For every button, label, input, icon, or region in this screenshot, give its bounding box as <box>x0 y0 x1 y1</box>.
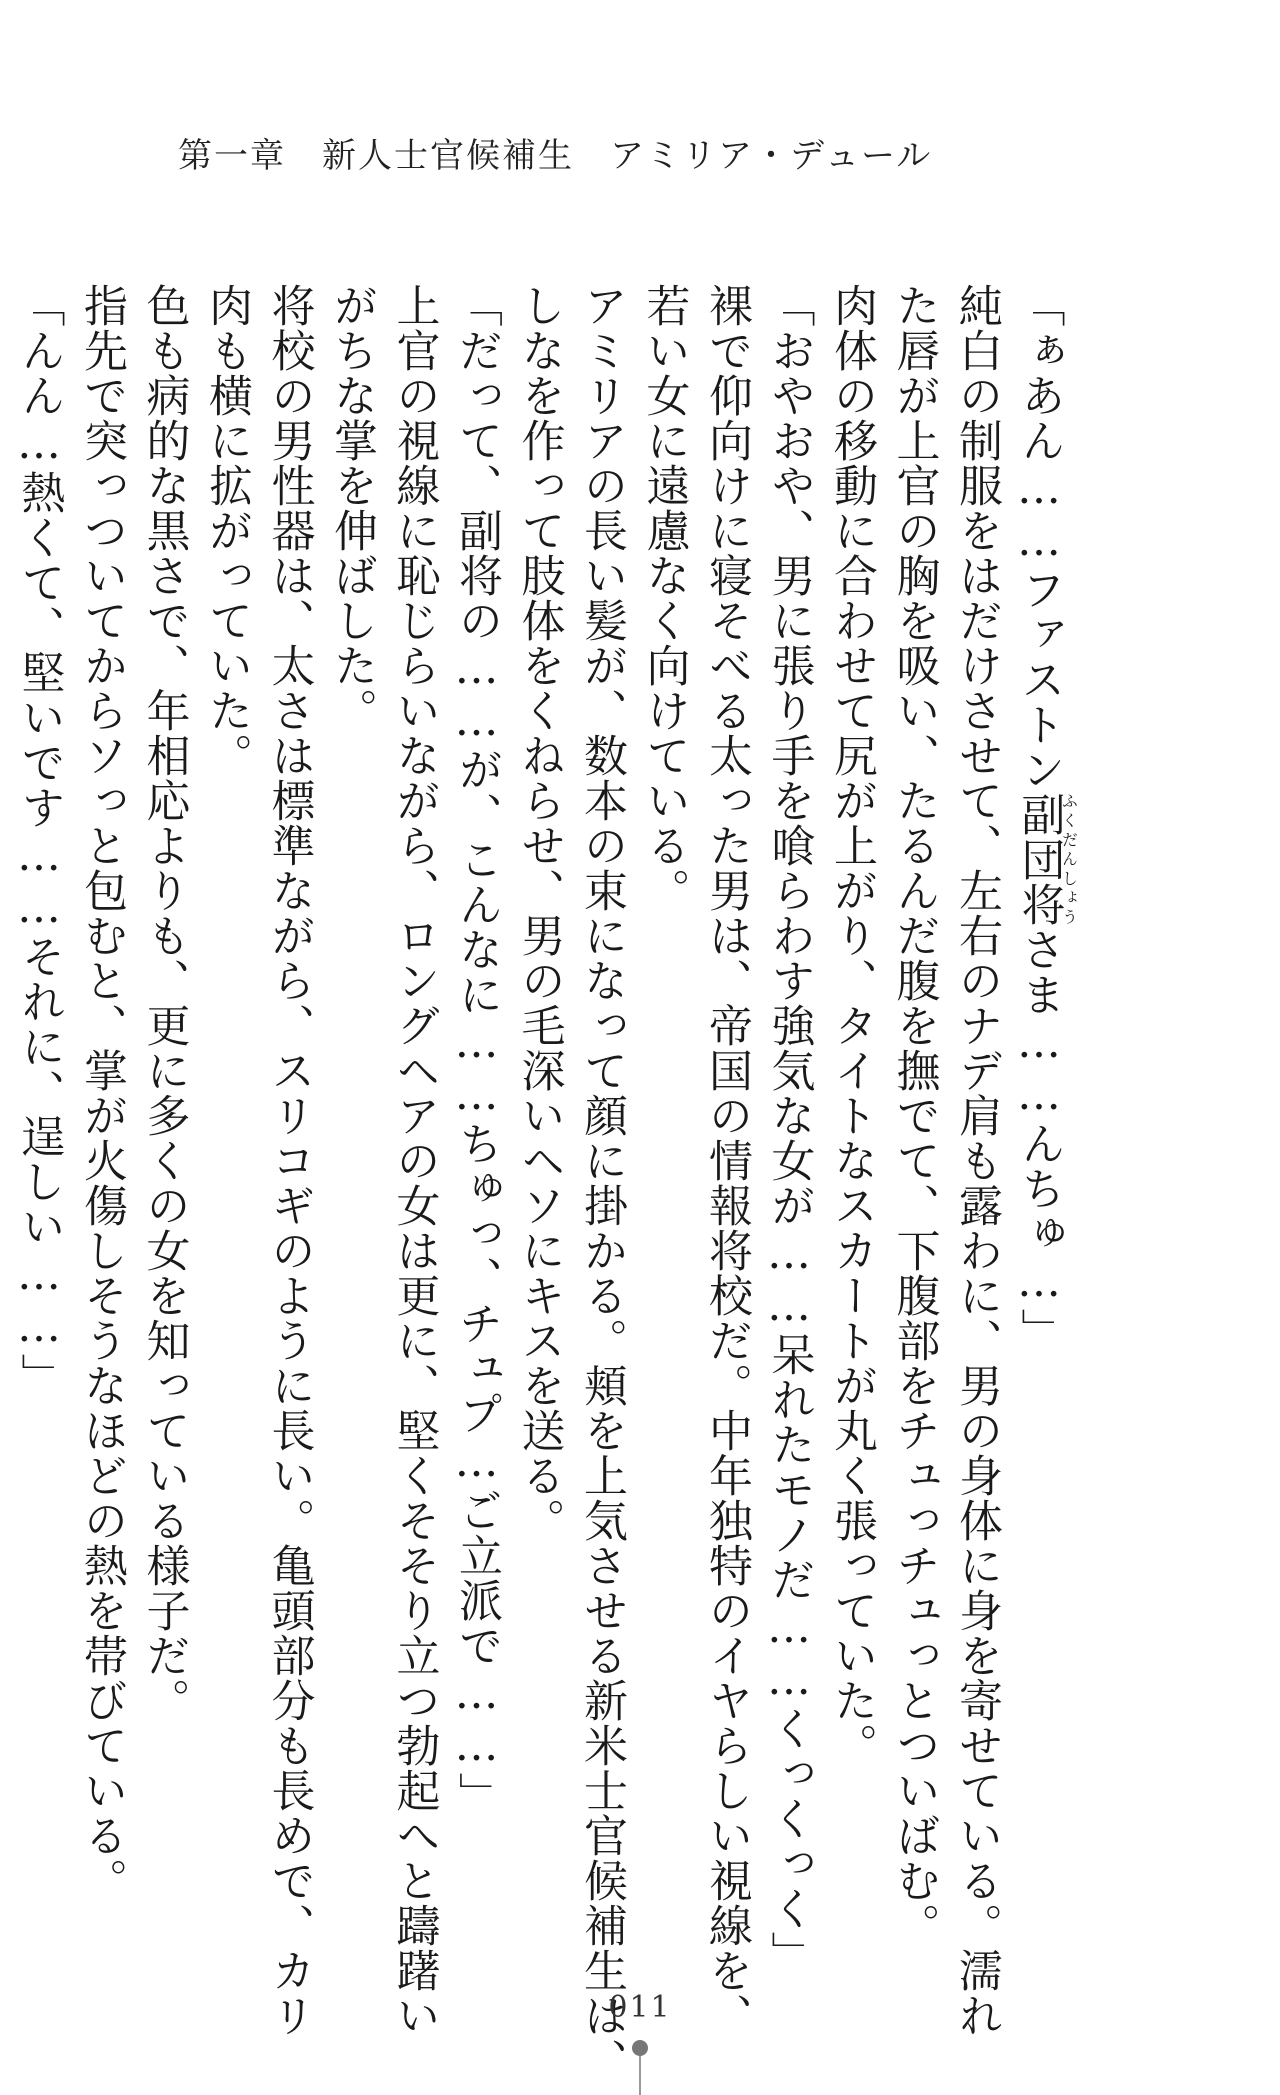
text-line <box>1007 283 1077 1933</box>
ruby-reading: ふくだんしょう <box>1059 792 1079 927</box>
running-head: 第一章 新人士官候補生 アミリア・デュール <box>178 136 933 176</box>
text-line: アミリアの長い髪が、数本の束になって顔に掛かる。頬を上気させる新米士官候補生は、 <box>576 283 627 2083</box>
text-line: 裸で仰向けに寝そべる太った男は、帝国の情報将校だ。中年独特のイヤらしい視線を、 <box>701 283 752 2038</box>
ruby-word <box>1013 792 1079 927</box>
text-line: 肉も横に拡がっていた。 <box>201 283 252 778</box>
text-line: しなを作って肢体をくねらせ、男の毛深いヘソにキスを送る。 <box>513 283 565 1543</box>
text-line: 純白の制服をはだけさせて、左右のナデ肩も露わに、男の身体に身を寄せている。濡れ <box>951 283 1002 2038</box>
text-line: 「んん…熱くて、堅いです……それに、逞しい……」 <box>13 283 65 1398</box>
page-number: 011 <box>608 1990 672 2025</box>
text-line: 若い女に遠慮なく向けている。 <box>638 283 690 913</box>
text-line: た唇が上官の胸を吸い、たるんだ腹を撫でて、下腹部をチュっチュっとついばむ。 <box>888 283 940 1948</box>
text-line: 上官の視線に恥じらいながら、ロングヘアの女は更に、堅くそそり立つ勃起へと躊躇い <box>388 283 440 2038</box>
text-line: がちな掌を伸ばした。 <box>326 283 377 733</box>
ruby-base: 副団将 <box>1013 792 1065 927</box>
text-line: 「だって、副将の……が、こんなに……ちゅっ、チュプ…ご立派で……」 <box>451 283 502 1817</box>
text-line: 将校の男性器は、太さは標準ながら、スリコギのように長い。亀頭部分も長めで、カリ <box>263 283 315 2038</box>
text-line: 色も病的な黒さで、年相応よりも、更に多くの女を知っている様子だ。 <box>138 283 190 1723</box>
folio-line-ornament <box>639 2056 641 2095</box>
line-text: 「ぁあん……ファストン <box>1013 283 1065 792</box>
text-line: 「おやおや、男に張り手を喰らわす強気な女が……呆れたモノだ……くっくっく」 <box>763 283 815 1976</box>
text-line: 指先で突っついてからソっと包むと、掌が火傷しそうなほどの熱を帯びている。 <box>76 283 127 1903</box>
folio-dot-ornament <box>632 2040 648 2056</box>
text-line: 肉体の移動に合わせて尻が上がり、タイトなスカートが丸く張っていた。 <box>826 283 877 1768</box>
line-text: さま……んちゅ…」 <box>1013 927 1065 1353</box>
